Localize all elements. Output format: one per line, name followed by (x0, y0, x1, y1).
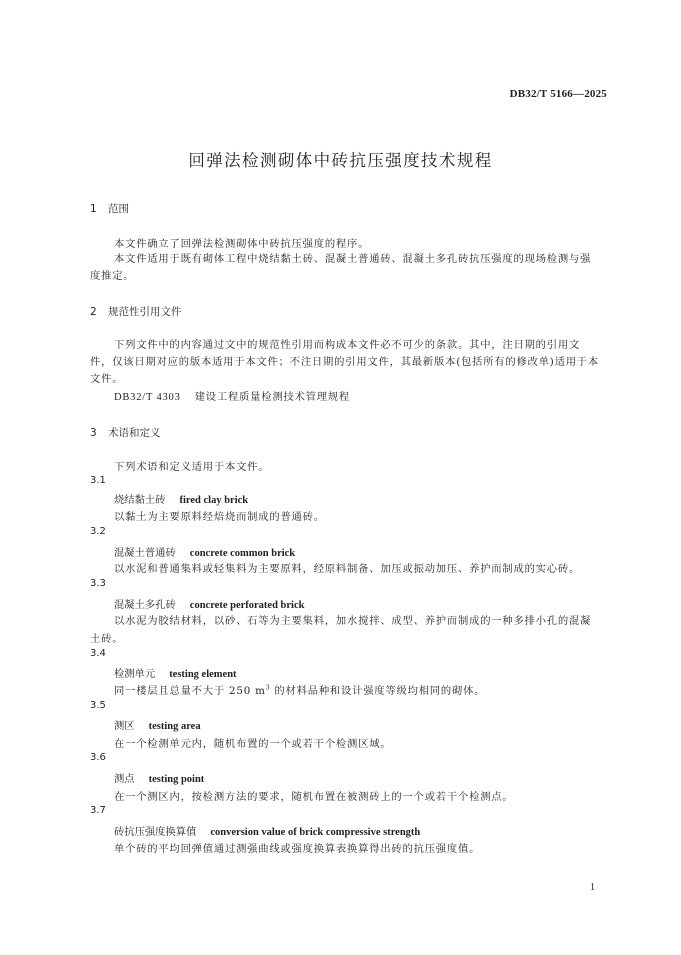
term-name (114, 491, 248, 506)
section-title: 范围 (108, 203, 129, 215)
term-name-en: testing element (169, 669, 237, 680)
term-name-en: concrete perforated brick (189, 600, 305, 611)
term-name (114, 770, 204, 785)
term-name-zh: 混凝土普通砖 (114, 547, 176, 559)
term-definition-text: 同一楼层且总量不大于 250 m (114, 685, 266, 697)
section-1-paragraph-2: 本文件适用于既有砌体工程中烧结黏土砖、混凝土普通砖、混凝土多孔砖抗压强度的现场检测与强 (114, 253, 592, 265)
section-2-paragraph-line-3: 文件。 (90, 373, 124, 385)
term-name-en: conversion value of brick compressive strength (210, 827, 421, 838)
term-name-zh: 测区 (114, 720, 135, 732)
superscript-exponent: 3 (265, 684, 271, 692)
term-number: 3.3 (90, 578, 106, 589)
term-number: 3.2 (90, 526, 106, 537)
term-definition: 以水泥为胶结材料，以砂、石等为主要集料，加水搅拌、成型、养护而制成的一种多排小孔的混凝 (114, 615, 592, 627)
term-name-en: testing area (148, 721, 201, 732)
section-number: 2 (90, 306, 97, 318)
section-title: 术语和定义 (108, 427, 161, 439)
term-name (114, 823, 420, 838)
section-number: 1 (90, 203, 97, 215)
reference-title: 建设工程质量检测技术管理规程 (194, 391, 351, 403)
term-name-en: fired clay brick (179, 495, 249, 506)
term-number: 3.5 (90, 700, 106, 711)
normative-reference (114, 388, 350, 403)
standard-code: DB32/T 5166—2025 (509, 88, 607, 100)
section-2-paragraph-line-1: 下列文件中的内容通过文中的规范性引用而构成本文件必不可少的条款。其中，注日期的引用文 (114, 339, 581, 351)
term-number: 3.6 (90, 752, 106, 763)
section-1-paragraph-2-cont: 度推定。 (90, 270, 135, 282)
term-name-en: testing point (148, 774, 205, 785)
document-title: 回弹法检测砌体中砖抗压强度技术规程 (188, 151, 493, 170)
term-number: 3.4 (90, 648, 106, 659)
term-name-zh: 测点 (114, 773, 135, 785)
term-name-zh: 砖抗压强度换算值 (114, 826, 197, 838)
term-name (114, 596, 304, 611)
term-name-zh: 检测单元 (114, 668, 156, 680)
page-number: 1 (590, 882, 595, 893)
section-3-intro: 下列术语和定义适用于本文件。 (114, 461, 270, 473)
term-definition: 在一个检测单元内，随机布置的一个或若干个检测区域。 (114, 738, 392, 750)
term-name-en: concrete common brick (189, 548, 296, 559)
section-2-heading (90, 304, 182, 319)
reference-code: DB32/T 4303 (114, 392, 181, 403)
section-3-heading (90, 425, 161, 440)
term-definition-tail: 的材料品种和设计强度等级均相同的砌体。 (270, 685, 486, 697)
term-definition: 单个砖的平均回弹值通过测强曲线或强度换算表换算得出砖的抗压强度值。 (114, 843, 481, 855)
term-definition-cont: 土砖。 (90, 633, 124, 645)
term-name (114, 717, 201, 732)
term-number: 3.1 (90, 475, 106, 486)
term-name (114, 544, 295, 559)
term-definition: 以黏土为主要原料经焙烧而制成的普通砖。 (114, 511, 325, 523)
term-definition: 以水泥和普通集料或轻集料为主要原料，经原料制备、加压或振动加压、养护而制成的实心砖。 (114, 563, 581, 575)
term-definition (114, 682, 485, 697)
term-name (114, 665, 237, 680)
term-definition: 在一个测区内，按检测方法的要求，随机布置在被测砖上的一个或若干个检测点。 (114, 791, 514, 803)
section-number: 3 (90, 427, 97, 439)
section-1-paragraph-1: 本文件确立了回弹法检测砌体中砖抗压强度的程序。 (114, 238, 370, 250)
term-name-zh: 烧结黏土砖 (114, 494, 166, 506)
term-name-zh: 混凝土多孔砖 (114, 599, 176, 611)
term-number: 3.7 (90, 805, 106, 816)
section-title: 规范性引用文件 (108, 306, 182, 318)
section-2-paragraph-line-2: 件，仅该日期对应的版本适用于本文件；不注日期的引用文件，其最新版本(包括所有的修改单)适用于本 (90, 356, 599, 368)
section-1-heading (90, 201, 129, 216)
